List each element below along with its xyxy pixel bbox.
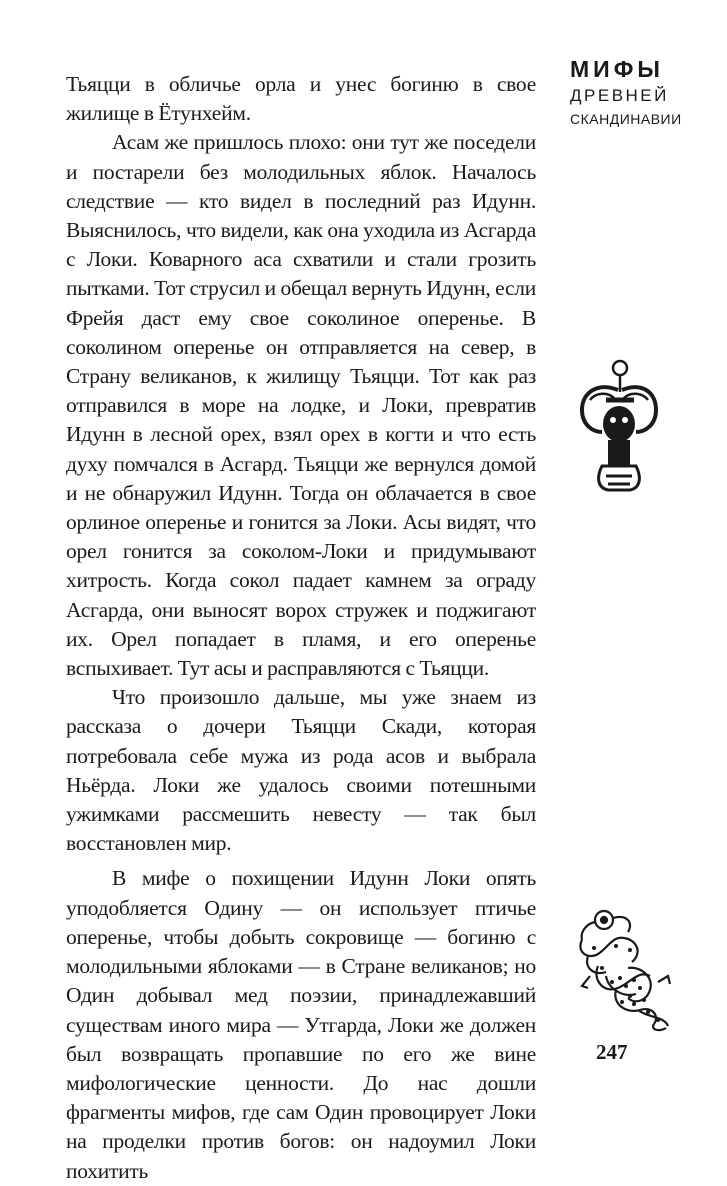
running-head-title: МИФЫ [570,56,664,82]
running-head-subtitle: ДРЕВНЕЙ [570,86,669,105]
page-number: 247 [596,1040,628,1064]
paragraph-4: В мифе о похищении Идунн Локи опять уподобляется Одину — он использует птичье оперенье, чтобы добыть сокровище — богиню с молодильными яблоками — в Стране великанов; но Один добывал мед поэзии, принадлежавший существам иного мира — Утгарда, Локи же должен был возвращать пропавшие по его же вине мифологические ценности. До нас дошли фрагменты мифов, где сам Один провоцирует Локи на проделки против богов: он надоумил Локи похитить [66,866,536,1183]
main-text [66,70,536,1186]
paragraph-3: Что произошло дальше, мы уже знаем из рассказа о дочери Тьяцци Скади, которая потребовала себе мужа из рода асов и выбрала Ньёрда. Локи же удалось своими потешными ужимками рассмешить невесту — так был восстановлен мир. [66,685,536,856]
running-head-region: СКАНДИНАВИИ [570,111,682,127]
interlace-beast-ornament-icon [568,906,678,1034]
amulet-ornament-icon [578,358,660,498]
paragraph-1: Тьяцци в обличье орла и унес богиню в свое жилище в Ётунхейм. [66,72,536,126]
running-head [570,54,700,130]
paragraph-2: Асам же пришлось плохо: они тут же поседели и постарели без молодильных яблок. Началось следствие — кто видел в последний раз Идунн. Выяснилось, что видели, как она уходила из Асгарда с Локи. Коварного аса схватили и стали грозить пытками. Тот струсил и обещал вернуть Идунн, если Фрейя даст ему свое соколиное оперенье. В соколином оперенье он отправляется на север, в Страну великанов, к жилищу Тьяцци. Тот как раз отправился в море на лодке, и Локи, превратив Идунн в лесной орех, взял орех в когти и что есть духу помчался в Асгард. Тьяцци же вернулся домой и не обнаружил Идунн. Тогда он облачается в свое орлиное оперенье и гонится за Локи. Асы видят, что орел гонится за соколом-Локи и придумывают хитрость. Когда сокол падает камнем за ограду Асгарда, они выносят ворох стружек и поджигают их. Орел попадает в пламя, и его оперенье вспыхивает. Тут асы и расправляются с Тьяцци. [66,130,536,681]
